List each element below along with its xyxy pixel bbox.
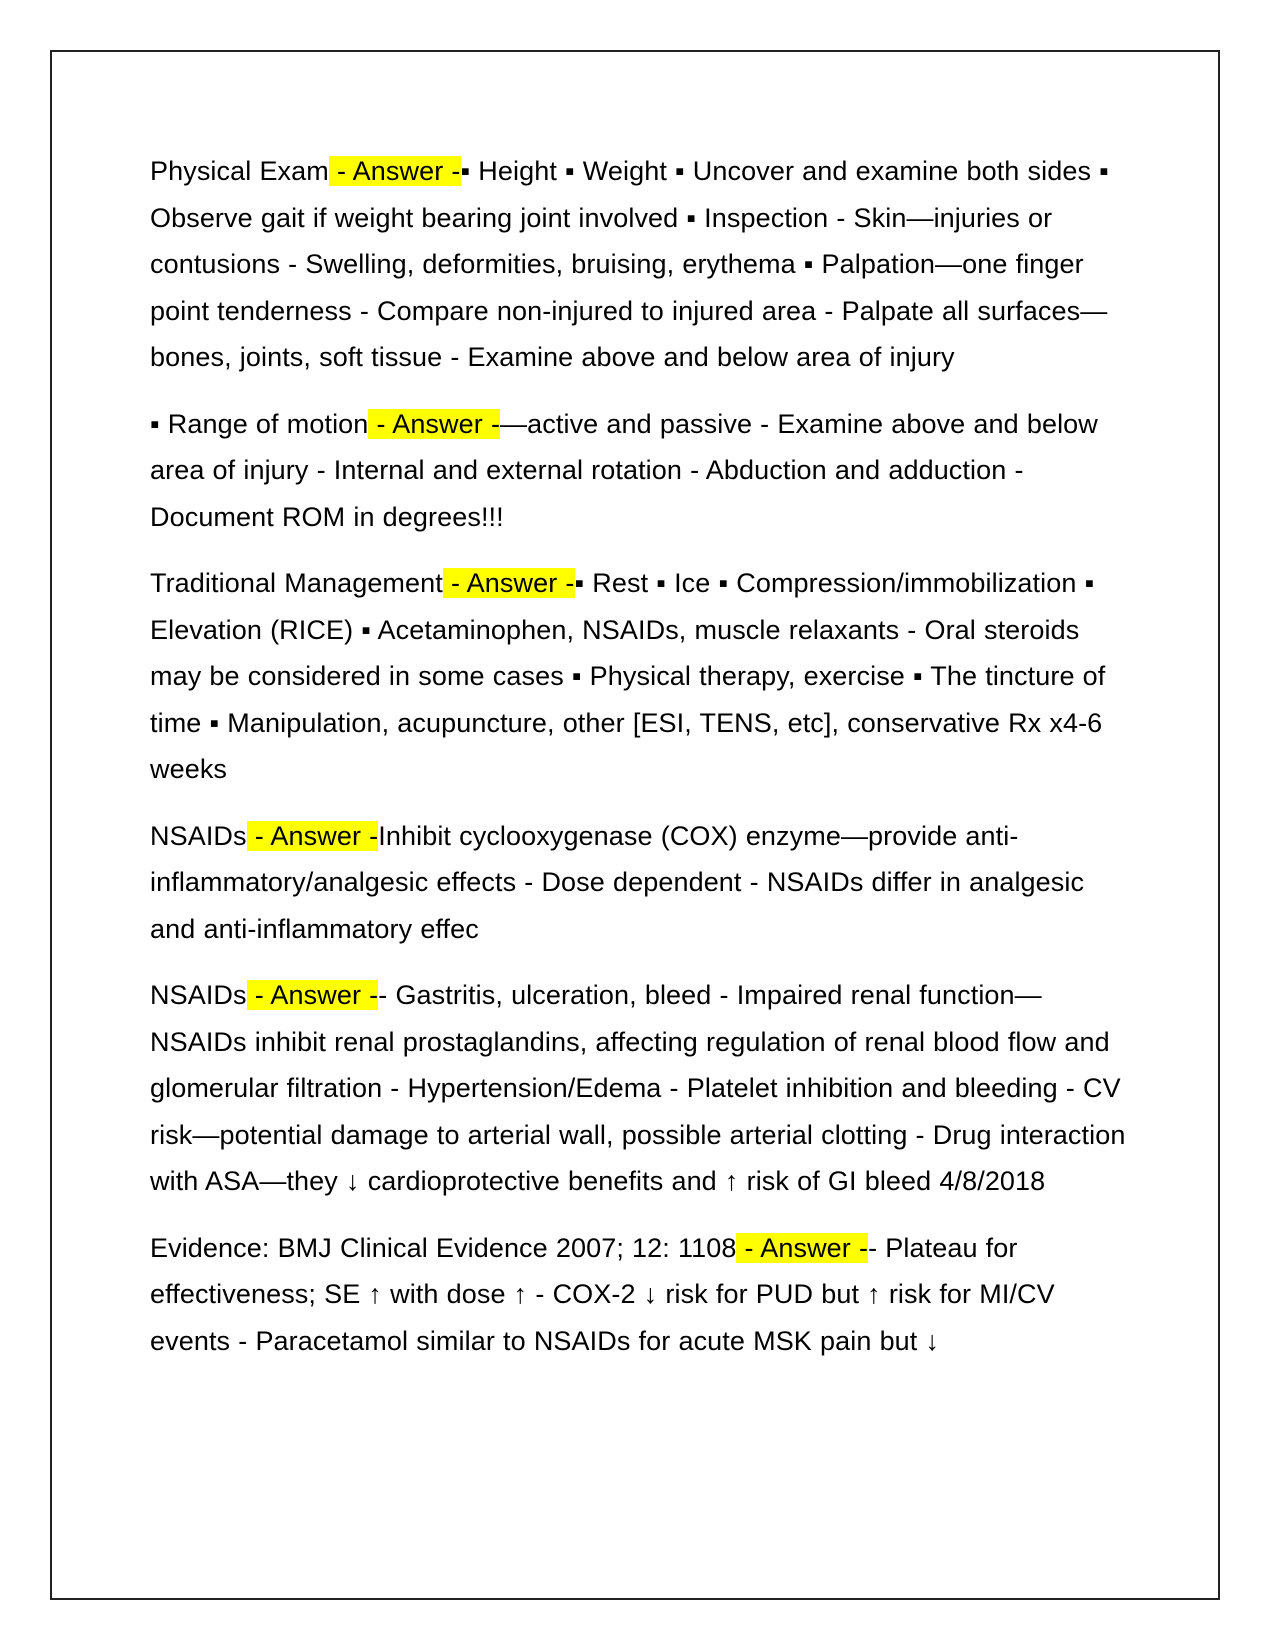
entry-answer: - Plateau for effectiveness; SE ↑ with dose ↑ - COX-2 ↓ risk for PUD but ↑ risk for MI/CV events - Paracetamol similar to NSAIDs for acute MSK pain but ↓ (150, 1232, 1055, 1356)
answer-marker: - Answer - (442, 568, 575, 598)
answer-marker: - Answer - (246, 820, 379, 851)
answer-marker: - Answer - (246, 980, 379, 1010)
flashcard-entry (150, 972, 1130, 1205)
answer-marker: - Answer - (736, 1232, 869, 1263)
entry-answer: Inhibit cyclooxygenase (COX) enzyme—provide anti-inflammatory/analgesic effects - Dose dependent - NSAIDs differ in analgesic and anti-inflammatory effec (150, 820, 1085, 944)
entry-answer: —active and passive - Examine above and below area of injury - Internal and external rotation - Abduction and adduction - Document ROM in degrees!!! (150, 408, 1098, 532)
entry-answer: - Gastritis, ulceration, bleed - Impaired renal function—NSAIDs inhibit renal prostaglandins, affecting regulation of renal blood flow and glomerular filtration - Hypertension/Edema - Platelet inhibition and bleeding - CV risk—potential damage to arterial wall, possible arterial clotting - Drug interaction with ASA—they ↓ cardioprotective benefits and ↑ risk of GI bleed 4/8/2018 (150, 980, 1126, 1196)
flashcard-entry (150, 401, 1130, 541)
flashcard-entry (150, 1225, 1130, 1365)
entry-term: Evidence: BMJ Clinical Evidence 2007; 12: 1108 (150, 1232, 737, 1263)
answer-marker: - Answer - (328, 156, 461, 186)
entry-term: Traditional Management (150, 568, 443, 598)
entry-term: NSAIDs (150, 820, 247, 851)
entry-answer: ▪ Rest ▪ Ice ▪ Compression/immobilization ▪ Elevation (RICE) ▪ Acetaminophen, NSAIDs, muscle relaxants - Oral steroids may be considered in some cases ▪ Physical therapy, exercise ▪ The tincture of time ▪ Manipulation, acupuncture, other [ESI, TENS, etc], conservative Rx x4-6 weeks (150, 568, 1106, 784)
entry-term: ▪ Range of motion (150, 408, 369, 439)
document-body (150, 148, 1130, 1384)
answer-marker: - Answer - (368, 408, 501, 439)
entry-answer: ▪ Height ▪ Weight ▪ Uncover and examine both sides ▪ Observe gait if weight bearing joint involved ▪ Inspection - Skin—injuries or contusions - Swelling, deformities, bruising, erythema ▪ Palpation—one finger point tenderness - Compare non-injured to injured area - Palpate all surfaces—bones, joints, soft tissue - Examine above and below area of injury (150, 156, 1109, 372)
entry-term: NSAIDs (150, 980, 247, 1010)
entry-term: Physical Exam (150, 156, 329, 186)
flashcard-entry (150, 148, 1130, 381)
flashcard-entry (150, 560, 1130, 793)
flashcard-entry (150, 813, 1130, 953)
